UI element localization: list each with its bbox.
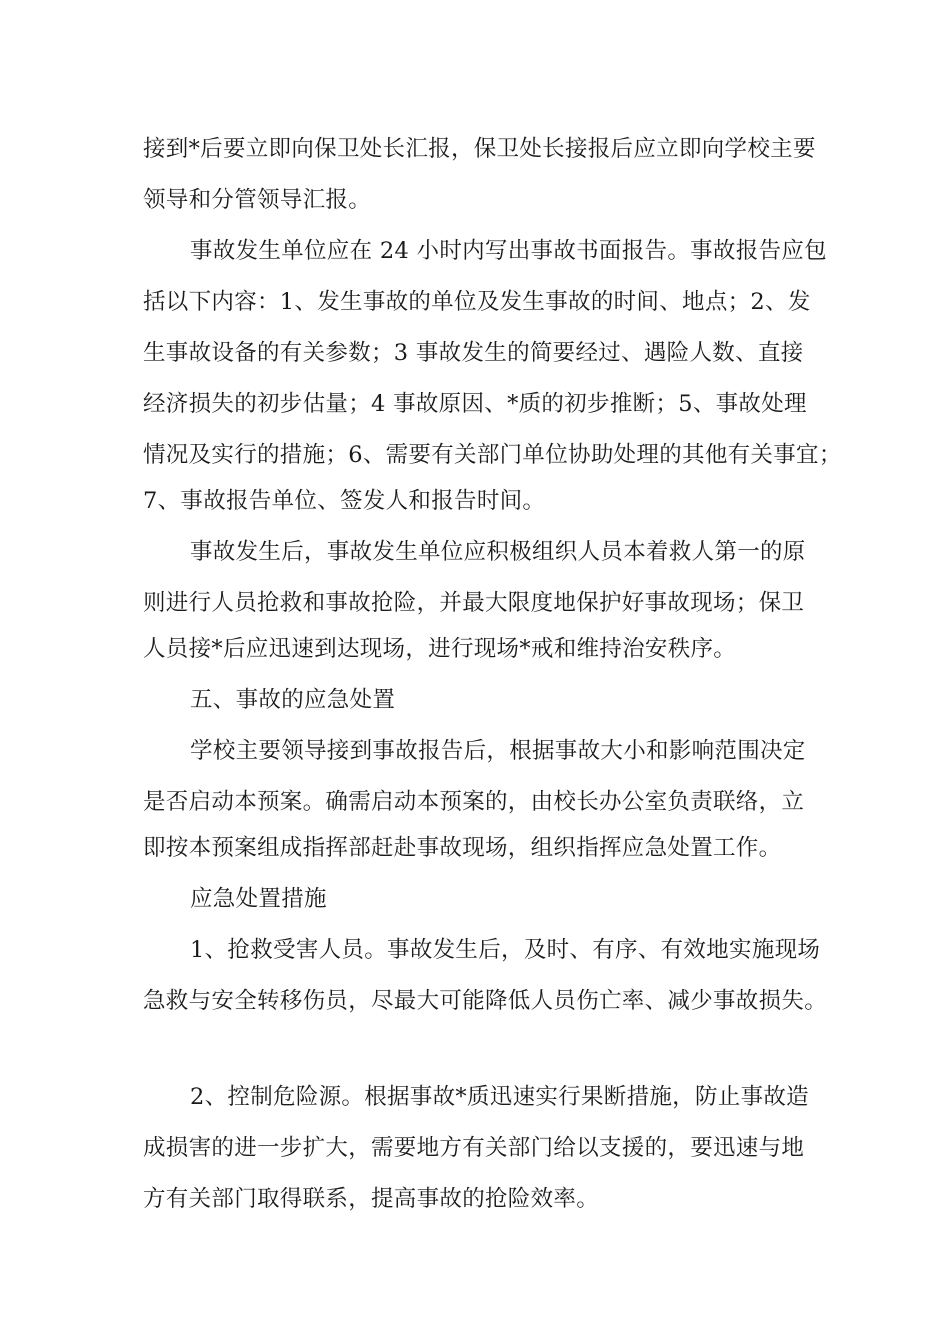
text-line: 则进行人员抢救和事故抢险，并最大限度地保护好事故现场；保卫 xyxy=(143,590,805,616)
subsection-heading: 应急处置措施 xyxy=(190,886,327,912)
paragraph-first-line: 事故发生后，事故发生单位应积极组织人员本着救人第一的原 xyxy=(190,539,806,565)
text-line: 接到*后要立即向保卫处长汇报，保卫处长接报后应立即向学校主要 xyxy=(143,136,816,162)
paragraph-first-line: 学校主要领导接到事故报告后，根据事故大小和影响范围决定 xyxy=(190,738,806,764)
text-line: 7、事故报告单位、签发人和报告时间。 xyxy=(143,488,546,514)
text-line: 成损害的进一步扩大，需要地方有关部门给以支援的，要迅速与地 xyxy=(143,1135,805,1161)
paragraph-first-line: 1、抢救受害人员。事故发生后，及时、有序、有效地实施现场 xyxy=(190,937,821,963)
paragraph-first-line: 2、控制危险源。根据事故*质迅速实行果断措施，防止事故造 xyxy=(190,1084,809,1110)
text-line: 即按本预案组成指挥部赶赴事故现场，组织指挥应急处置工作。 xyxy=(143,835,782,861)
text-line: 急救与安全转移伤员，尽最大可能降低人员伤亡率、减少事故损失。 xyxy=(143,988,828,1014)
text-line: 人员接*后应迅速到达现场，进行现场*戒和维持治安秩序。 xyxy=(143,636,737,662)
section-heading: 五、事故的应急处置 xyxy=(190,687,396,713)
text-line: 领导和分管领导汇报。 xyxy=(143,187,372,213)
text-line: 生事故设备的有关参数；3 事故发生的简要经过、遇险人数、直接 xyxy=(143,340,804,366)
text-line: 是否启动本预案。确需启动本预案的，由校长办公室负责联络，立 xyxy=(143,789,805,815)
text-line: 方有关部门取得联系，提高事故的抢险效率。 xyxy=(143,1186,600,1212)
text-line: 经济损失的初步估量；4 事故原因、*质的初步推断；5、事故处理 xyxy=(143,391,807,417)
text-line: 情况及实行的措施；6、需要有关部门单位协助处理的其他有关事宜； xyxy=(143,442,842,468)
text-line: 括以下内容：1、发生事故的单位及发生事故的时间、地点；2、发 xyxy=(143,289,811,315)
paragraph-first-line: 事故发生单位应在 24 小时内写出事故书面报告。事故报告应包 xyxy=(190,238,827,264)
